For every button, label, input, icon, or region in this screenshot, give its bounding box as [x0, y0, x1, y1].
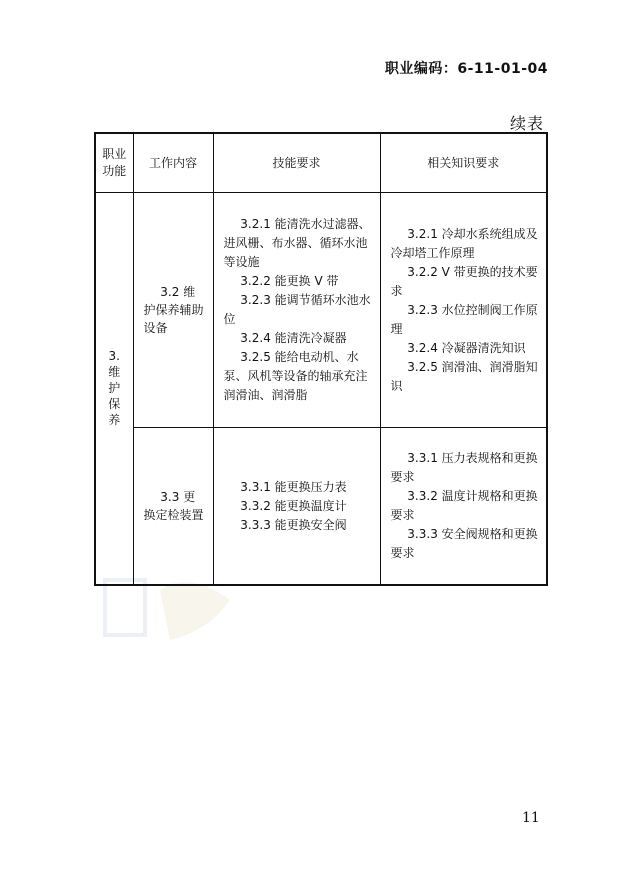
list-item: 3.3.3 安全阀规格和更换要求: [390, 527, 538, 560]
table-header-row: [95, 133, 547, 193]
skill-cell: [213, 193, 380, 428]
list-item: 3.3.3 能更换安全阀: [240, 517, 347, 532]
header-knowledge-requirements: 相关知识要求: [380, 133, 547, 193]
header-skill-requirements: 技能要求: [213, 133, 380, 193]
list-item: 3.3.2 温度计规格和更换要求: [390, 489, 538, 522]
work-content-cell: [133, 428, 213, 586]
skill-requirements-table: [94, 132, 548, 586]
list-item: 3.2.4 能清洗冷凝器: [240, 331, 347, 345]
list-item: 3.3.2 能更换温度计: [240, 498, 347, 513]
table-row: [95, 193, 547, 428]
work-content-text: 3.2 维护保养辅助设备: [143, 285, 204, 335]
knowledge-cell: [380, 193, 547, 428]
list-item: 3.3.1 压力表规格和更换要求: [390, 451, 538, 484]
work-content-cell: [133, 193, 213, 428]
list-item: 3.2.2 V 带更换的技术要求: [390, 264, 538, 298]
list-item: 3.2.1 冷却水系统组成及冷却塔工作原理: [390, 226, 538, 260]
header-work-content: 工作内容: [133, 133, 213, 193]
list-item: 3.2.5 润滑油、润滑脂知识: [390, 359, 538, 393]
skill-cell: [213, 428, 380, 586]
list-item: 3.2.2 能更换 V 带: [240, 274, 339, 288]
continued-label: 续表: [509, 114, 544, 133]
work-content-text: 3.3 更换定检装置: [143, 490, 204, 522]
list-item: 3.2.3 水位控制阀工作原理: [390, 302, 538, 336]
function-label: 3. 维 护 保 养: [108, 349, 121, 427]
list-item: 3.2.1 能清洗水过滤器、进风栅、布水器、循环水池等设施: [223, 217, 371, 269]
occupation-code: 职业编码：6-11-01-04: [384, 61, 548, 77]
list-item: 3.2.5 能给电动机、水泵、风机等设备的轴承充注润滑油、润滑脂: [223, 350, 368, 402]
list-item: 3.3.1 能更换压力表: [240, 479, 347, 494]
list-item: 3.2.4 冷凝器清洗知识: [407, 340, 526, 355]
list-item: 3.2.3 能调节循环水池水位: [223, 293, 371, 326]
header-function: 职业 功能: [95, 133, 133, 193]
page-number: 11: [522, 810, 540, 826]
table-row: [95, 428, 547, 586]
function-cell: [95, 193, 133, 586]
knowledge-cell: [380, 428, 547, 586]
